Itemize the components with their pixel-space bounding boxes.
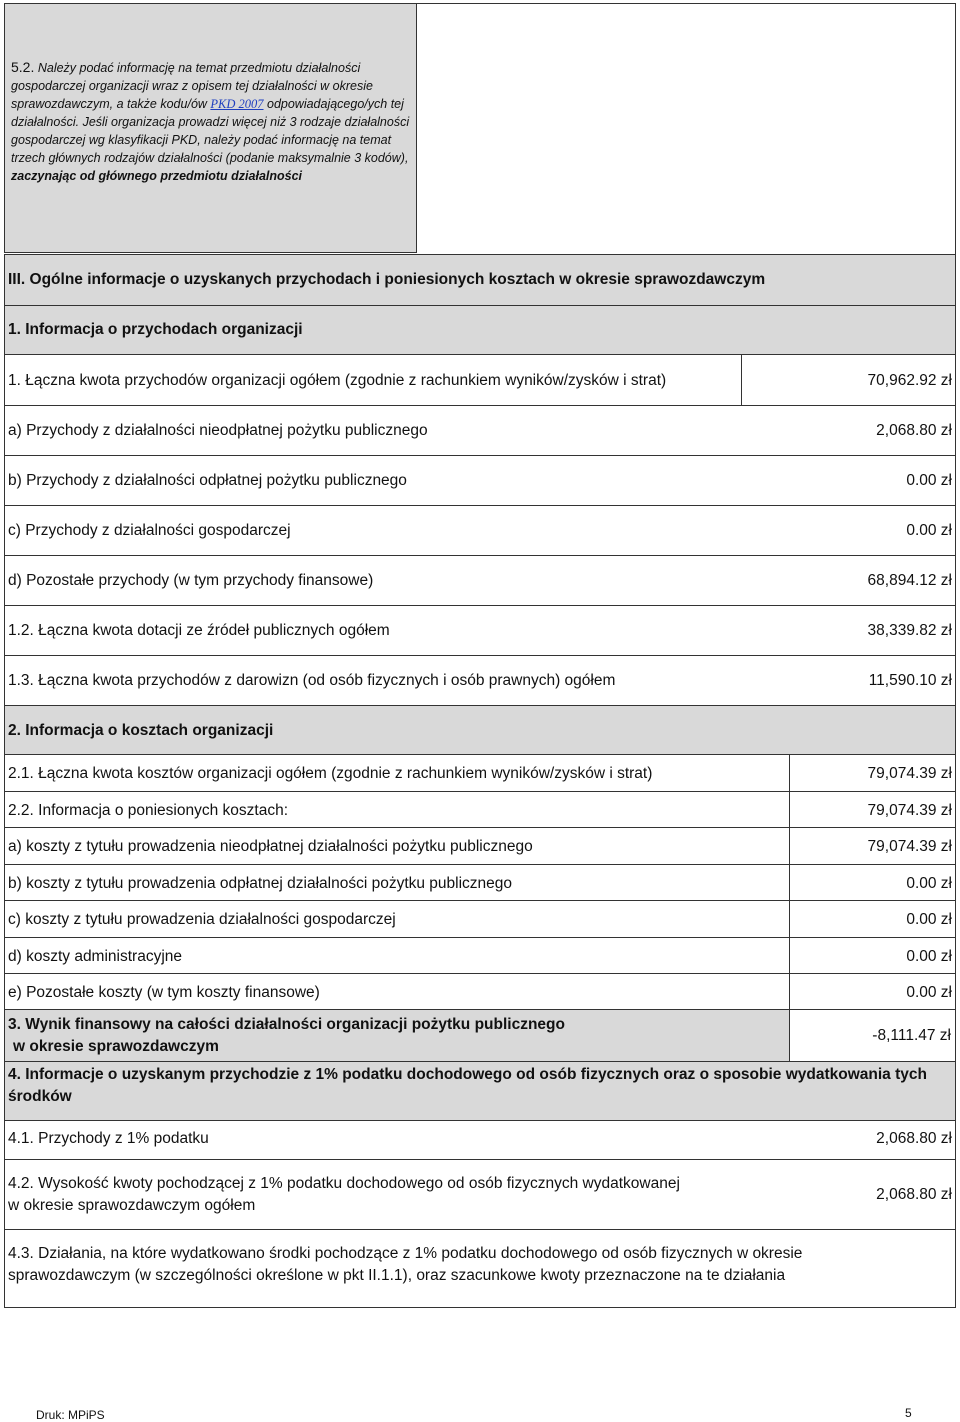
income-row-grants-value: 38,339.82 zł: [867, 622, 952, 639]
section-5-2-text-a: Należy podać informację na temat przedmiotu działalności gospodarczej organizacji wraz z opisem tej działalności w okresie sprawozdawczym, a także kodu/ów: [11, 61, 373, 111]
costs-row-info-label: 2.2. Informacja o poniesionych kosztach:: [8, 802, 289, 819]
section-iii-title: III. Ogólne informacje o uzyskanych przychodach i poniesionych kosztach w okresie sprawozdawczym: [8, 271, 766, 288]
income-title: 1. Informacja o przychodach organizacji: [8, 321, 303, 338]
income-row-a-label: a) Przychody z działalności nieodpłatnej pożytku publicznego: [8, 422, 428, 439]
costs-row-info-value: 79,074.39 zł: [867, 802, 952, 819]
costs-title: 2. Informacja o kosztach organizacji: [8, 722, 274, 739]
costs-row-c-label: c) koszty z tytułu prowadzenia działalności gospodarczej: [8, 911, 396, 928]
footer-page-number: 5: [905, 1406, 912, 1420]
income-row-d-value: 68,894.12 zł: [867, 572, 952, 589]
income-row-grants-label: 1.2. Łączna kwota dotacji ze źródeł publicznych ogółem: [8, 622, 390, 639]
one-percent-income-label: 4.1. Przychody z 1% podatku: [8, 1130, 209, 1147]
one-percent-spent-label-line2: w okresie sprawozdawczym ogółem: [8, 1197, 256, 1214]
income-row-d-label: d) Pozostałe przychody (w tym przychody finansowe): [8, 572, 374, 589]
income-row-b-label: b) Przychody z działalności odpłatnej pożytku publicznego: [8, 472, 407, 489]
one-percent-spent-value: 2,068.80 zł: [876, 1186, 952, 1203]
result-label-line1: 3. Wynik finansowy na całości działalności organizacji pożytku publicznego: [8, 1016, 565, 1033]
result-label-cell: [4, 1009, 790, 1062]
income-row-c-value: 0.00 zł: [906, 522, 952, 539]
costs-row-total-value: 79,074.39 zł: [867, 765, 952, 782]
one-percent-title-line2: środków: [8, 1088, 72, 1105]
costs-row-total-label: 2.1. Łączna kwota kosztów organizacji ogółem (zgodnie z rachunkiem wyników/zysków i strat): [8, 765, 653, 782]
section-5-2-text: [11, 58, 411, 185]
income-row-donations-label: 1.3. Łączna kwota przychodów z darowizn (od osób fizycznych i osób prawnych) ogółem: [8, 672, 616, 689]
one-percent-actions-line1: 4.3. Działania, na które wydatkowano środki pochodzące z 1% podatku dochodowego od osób fizycznych w okresie: [8, 1245, 803, 1262]
income-header: [4, 305, 956, 355]
costs-row-c-value: 0.00 zł: [906, 911, 952, 928]
one-percent-title-line1: 4. Informacje o uzyskanym przychodzie z 1% podatku dochodowego od osób fizycznych oraz o sposobie wydatkowania tych: [8, 1066, 927, 1083]
costs-row-e-value: 0.00 zł: [906, 984, 952, 1001]
costs-row-b-label: b) koszty z tytułu prowadzenia odpłatnej działalności pożytku publicznego: [8, 875, 513, 892]
income-row-total-value: 70,962.92 zł: [867, 372, 952, 389]
one-percent-actions-line2: sprawozdawczym (w szczególności określone w pkt II.1.1), oraz szacunkowe kwoty przeznaczone na te działania: [8, 1267, 786, 1284]
section-5-2-box: [4, 3, 417, 253]
costs-row-d-value: 0.00 zł: [906, 948, 952, 965]
section-5-2-text-b: odpowiadającego/ych tej działalności. Jeśli organizacja prowadzi więcej niż 3 rodzaje działalności gospodarczej wg klasyfikacji PKD, należy podać informację na temat trzech głównych rodzajów działalności (podanie maksymalnie 3 kodów),: [11, 97, 410, 165]
costs-header: [4, 705, 956, 755]
one-percent-header: [4, 1061, 956, 1121]
section-5-2-answer-box: [416, 3, 956, 255]
result-value-cell: [789, 1009, 956, 1062]
section-iii-header: [4, 254, 956, 306]
result-label-line2: w okresie sprawozdawczym: [13, 1038, 219, 1055]
income-row-total-label: 1. Łączna kwota przychodów organizacji ogółem (zgodnie z rachunkiem wyników/zysków i strat): [8, 372, 667, 389]
result-value: -8,111.47 zł: [872, 1027, 951, 1044]
costs-row-a-value: 79,074.39 zł: [867, 838, 952, 855]
income-row-a-value: 2,068.80 zł: [876, 422, 952, 439]
income-row-donations-value: 11,590.10 zł: [868, 672, 952, 689]
costs-row-a-label: a) koszty z tytułu prowadzenia nieodpłatnej działalności pożytku publicznego: [8, 838, 533, 855]
footer-print-label: Druk: MPiPS: [36, 1408, 105, 1422]
costs-row-e-label: e) Pozostałe koszty (w tym koszty finansowe): [8, 984, 320, 1001]
income-row-c-label: c) Przychody z działalności gospodarczej: [8, 522, 291, 539]
section-5-2-number: 5.2.: [11, 59, 35, 75]
costs-row-d-label: d) koszty administracyjne: [8, 948, 183, 965]
section-5-2-text-bold: zaczynając od głównego przedmiotu działalności: [11, 169, 303, 183]
costs-row-b-value: 0.00 zł: [906, 875, 952, 892]
income-row-b-value: 0.00 zł: [906, 472, 952, 489]
one-percent-spent-label-line1: 4.2. Wysokość kwoty pochodzącej z 1% podatku dochodowego od osób fizycznych wydatkowanej: [8, 1175, 680, 1192]
one-percent-income-value: 2,068.80 zł: [876, 1130, 952, 1147]
pkd-2007-link[interactable]: PKD 2007: [210, 97, 264, 111]
